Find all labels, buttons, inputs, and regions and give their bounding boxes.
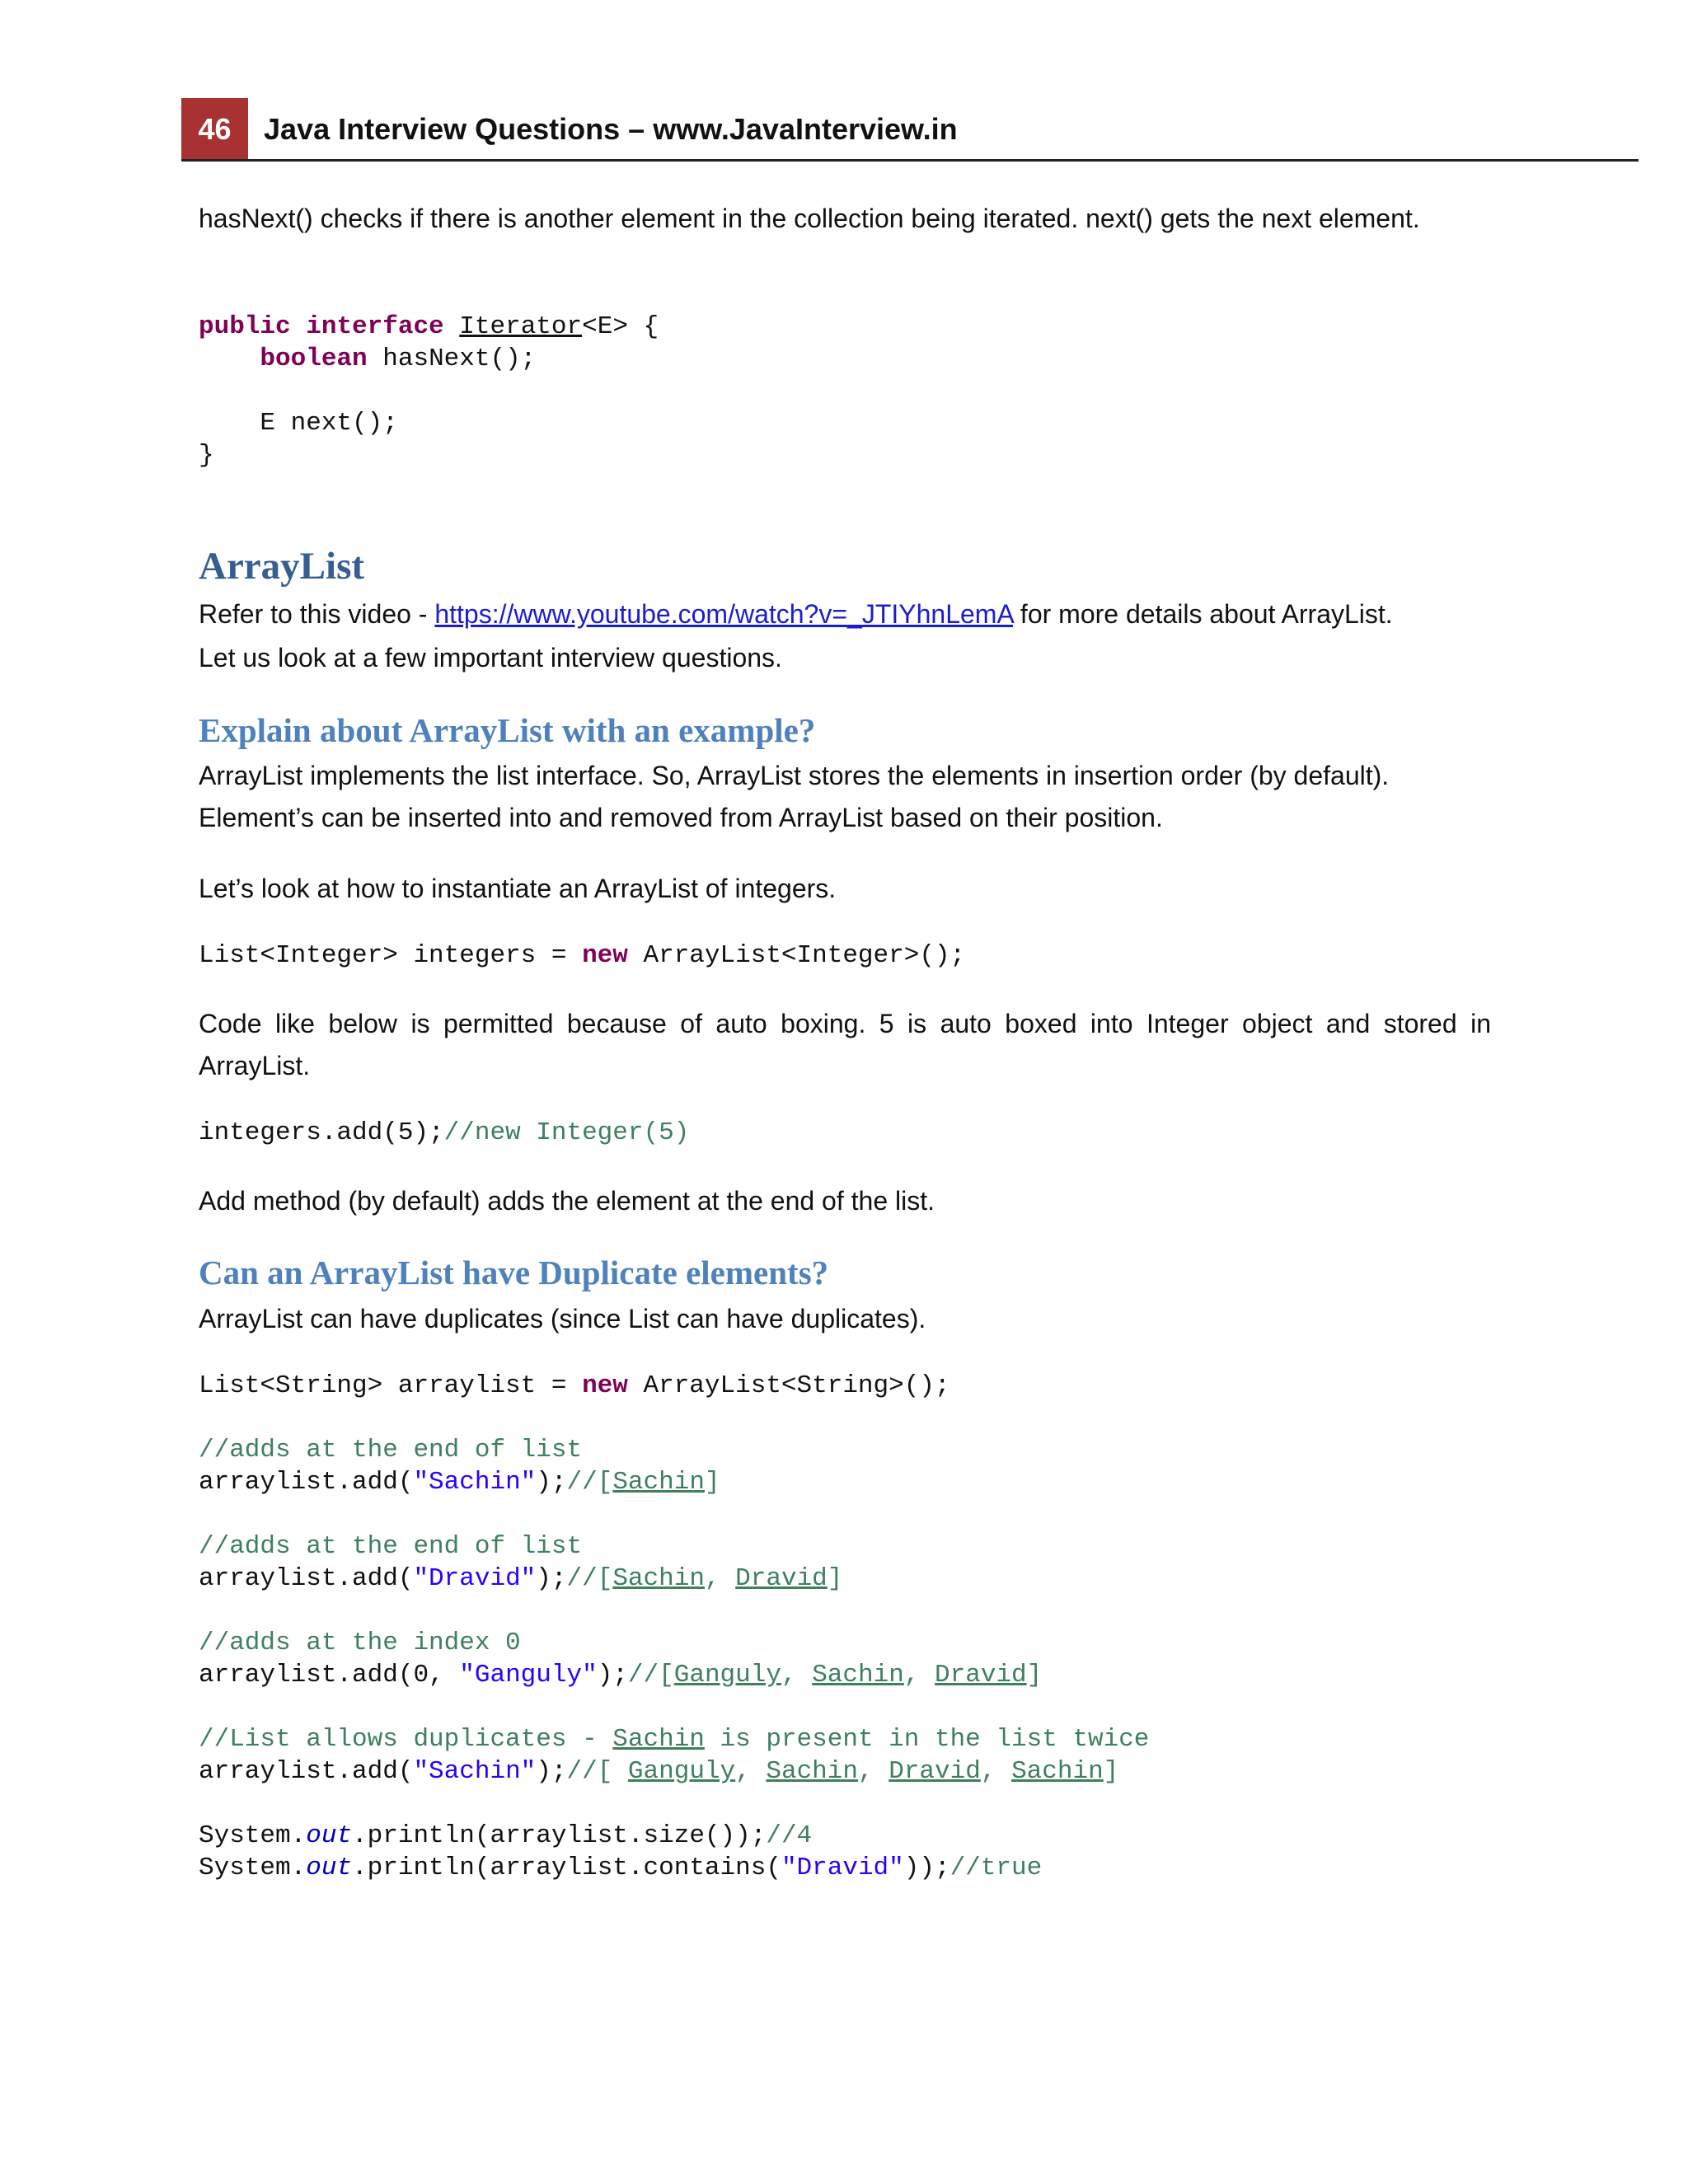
autobox-paragraph: Code like below is permitted because of auto boxing. 5 is auto boxed into Integer object and stored in ArrayList. — [199, 1009, 1491, 1080]
code-token: Ganguly — [627, 1757, 736, 1786]
duplicate-paragraph: ArrayList can have duplicates (since List can have duplicates). — [199, 1304, 926, 1333]
code-token: E next(); — [260, 409, 398, 438]
video-suffix: for more details about ArrayList. — [1013, 599, 1393, 629]
code-token: //4 — [766, 1821, 813, 1850]
add-code — [199, 1117, 689, 1149]
interview-intro-line: Let us look at a few important interview questions. — [199, 643, 782, 673]
code-token: , — [858, 1757, 889, 1786]
code-token: Sachin — [812, 1661, 904, 1690]
code-token: <E> { — [582, 312, 659, 341]
code-token: Sachin — [612, 1725, 705, 1754]
code-token: interface — [306, 312, 444, 341]
code-token: //adds at the index 0 — [199, 1629, 521, 1657]
code-token: , — [781, 1661, 813, 1690]
code-token: List<String> arraylist = — [199, 1371, 583, 1400]
code-token: )); — [903, 1854, 950, 1882]
code-token: "Dravid" — [781, 1854, 904, 1882]
code-token: arraylist.add( — [199, 1564, 414, 1593]
code-token: //adds at the end of list — [199, 1532, 583, 1561]
code-token: //new Integer(5) — [443, 1118, 690, 1147]
code-token: Sachin — [1011, 1757, 1104, 1786]
page-header-title: Java Interview Questions – www.JavaInterview.in — [264, 112, 958, 146]
code-token: Dravid — [735, 1564, 828, 1593]
iterator-paragraph: hasNext() checks if there is another element in the collection being iterated. next() gets the next element. — [199, 204, 1420, 233]
code-token: arraylist.add( — [199, 1757, 414, 1786]
code-token: System. — [199, 1821, 307, 1850]
code-token: //List allows duplicates - — [199, 1725, 613, 1754]
code-token: //adds at the end of list — [199, 1436, 583, 1465]
code-token: "Ganguly" — [459, 1661, 598, 1690]
code-token: new — [582, 1371, 628, 1400]
code-token: , — [704, 1564, 736, 1593]
instantiate-text: Let’s look at how to instantiate an ArrayList of integers. — [199, 874, 837, 903]
code-token: ] — [827, 1564, 843, 1593]
code-token: ); — [536, 1468, 567, 1497]
code-token: //[ — [627, 1661, 674, 1690]
code-token: , — [903, 1661, 935, 1690]
code-token: List<Integer> integers = — [199, 941, 583, 970]
code-token: ArrayList<String>(); — [627, 1371, 950, 1400]
duplicate-heading: Can an ArrayList have Duplicate elements? — [199, 1254, 829, 1291]
code-token: ); — [597, 1661, 628, 1690]
code-token: ] — [704, 1468, 720, 1497]
video-prefix: Refer to this video - — [199, 599, 435, 629]
arraylist-heading: ArrayList — [199, 545, 365, 588]
code-token: boolean — [260, 344, 368, 373]
code-token: Iterator — [459, 312, 583, 341]
code-token: is present in the list twice — [704, 1725, 1150, 1754]
code-token: new — [582, 941, 628, 970]
page-number: 46 — [181, 98, 248, 160]
explain-heading: Explain about ArrayList with an example? — [199, 711, 816, 749]
code-token: ); — [536, 1564, 567, 1593]
code-token: Dravid — [935, 1661, 1027, 1690]
code-token: Sachin — [766, 1757, 858, 1786]
code-token: arraylist.add(0, — [199, 1661, 460, 1690]
code-token: Ganguly — [673, 1661, 781, 1690]
code-token: hasNext(); — [367, 344, 537, 373]
code-token: "Sachin" — [413, 1757, 537, 1786]
add-method-text: Add method (by default) adds the element at the end of the list. — [199, 1186, 935, 1216]
code-token: Sachin — [612, 1564, 705, 1593]
code-token: //[ — [566, 1468, 613, 1497]
video-reference-line — [199, 593, 1393, 635]
code-token: , — [735, 1757, 767, 1786]
video-link[interactable]: https://www.youtube.com/watch?v=_JTIYhnLemA — [434, 599, 1014, 629]
code-token: arraylist.add( — [199, 1468, 414, 1497]
code-token: "Sachin" — [413, 1468, 537, 1497]
code-token: Dravid — [889, 1757, 981, 1786]
code-token: integers.add(5); — [199, 1118, 444, 1147]
code-token: System. — [199, 1854, 307, 1882]
code-token: ] — [1026, 1661, 1043, 1690]
duplicate-code-block — [199, 1370, 1149, 1884]
code-token: .println(arraylist.size()); — [352, 1821, 767, 1850]
code-token: public — [199, 312, 291, 341]
code-token: ArrayList<Integer>(); — [627, 941, 966, 970]
instantiate-code — [199, 940, 965, 972]
code-token: //true — [950, 1854, 1043, 1882]
explain-paragraph: ArrayList implements the list interface. So, ArrayList stores the elements in insertion order (by default). Element’s can be inserted into and removed from ArrayList based on their position. — [199, 761, 1390, 832]
code-token: , — [980, 1757, 1012, 1786]
code-token: out — [306, 1821, 353, 1850]
code-token: out — [306, 1854, 353, 1882]
iterator-code-block — [199, 311, 659, 471]
code-token: ] — [1103, 1757, 1119, 1786]
code-token: //[ — [566, 1564, 613, 1593]
code-token: "Dravid" — [413, 1564, 537, 1593]
code-token: //[ — [566, 1757, 628, 1786]
code-token: } — [199, 441, 214, 470]
code-token: Sachin — [612, 1468, 705, 1497]
code-token: .println(arraylist.contains( — [352, 1854, 781, 1882]
code-token: ); — [536, 1757, 567, 1786]
header-rule — [181, 159, 1639, 162]
